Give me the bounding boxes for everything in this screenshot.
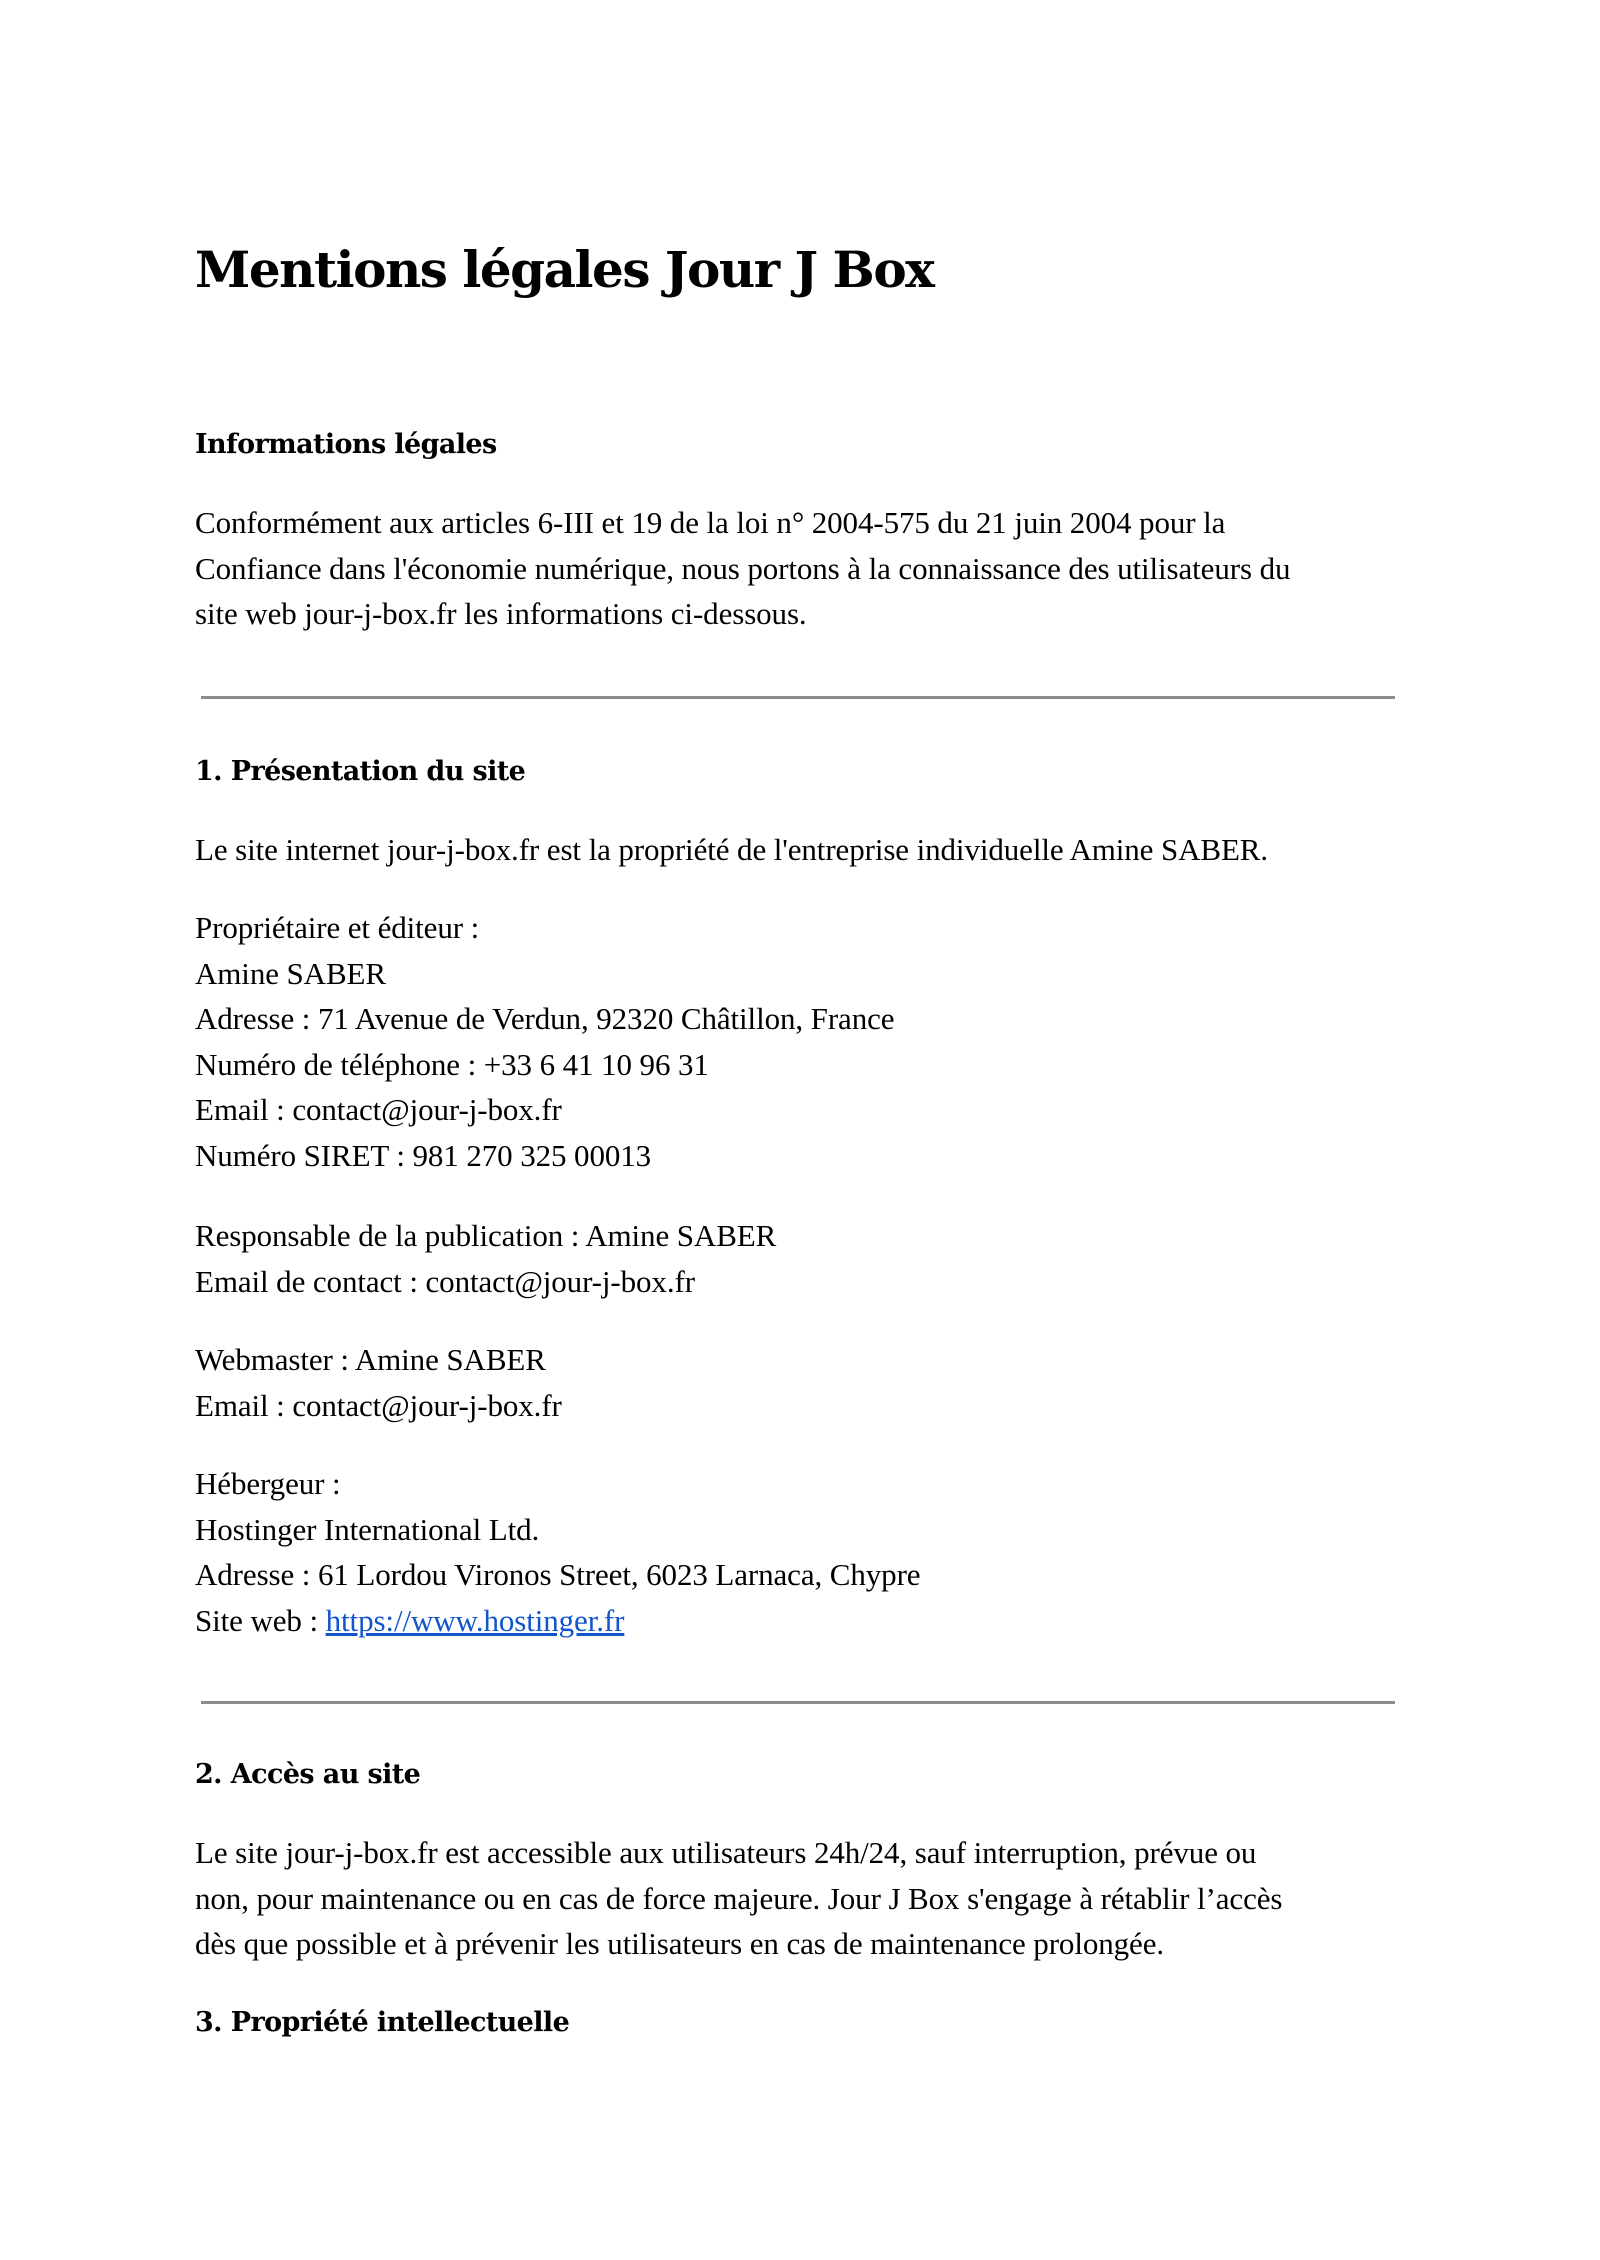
legal-info-paragraph (195, 500, 1290, 637)
publication-block (195, 1213, 776, 1304)
owner-name: Amine SABER (195, 955, 386, 991)
paragraph-line: Confiance dans l'économie numérique, nous portons à la connaissance des utilisateurs du (195, 550, 1291, 586)
paragraph-line: dès que possible et à prévenir les utilisateurs en cas de maintenance prolongée. (195, 1926, 1165, 1961)
owner-label: Propriétaire et éditeur : (195, 910, 480, 945)
section-1-heading: 1. Présentation du site (195, 756, 526, 787)
section-1-intro (195, 827, 1268, 873)
webmaster-email: Email : contact@jour-j-box.fr (195, 1387, 562, 1423)
page-title: Mentions légales Jour J Box (195, 240, 934, 299)
owner-phone: Numéro de téléphone : +33 6 41 10 96 31 (195, 1046, 709, 1082)
host-address: Adresse : 61 Lordou Vironos Street, 6023 Larnaca, Chypre (195, 1557, 921, 1592)
section-2-paragraph (195, 1830, 1282, 1967)
host-website-label: Site web : (195, 1602, 326, 1638)
webmaster-name: Webmaster : Amine SABER (195, 1342, 546, 1377)
publication-email: Email de contact : contact@jour-j-box.fr (195, 1263, 695, 1299)
paragraph-line: Le site jour-j-box.fr est accessible aux utilisateurs 24h/24, sauf interruption, prévue ou (195, 1835, 1257, 1870)
publication-manager: Responsable de la publication : Amine SABER (195, 1218, 777, 1253)
section-divider (201, 696, 1395, 699)
host-name: Hostinger International Ltd. (195, 1511, 540, 1547)
owner-email: Email : contact@jour-j-box.fr (195, 1092, 562, 1127)
host-website-link[interactable]: https://www.hostinger.fr (325, 1602, 625, 1638)
section-3-heading: 3. Propriété intellectuelle (195, 2007, 570, 2038)
owner-block (195, 905, 894, 1178)
paragraph-line: Le site internet jour-j-box.fr est la propriété de l'entreprise individuelle Amine SABER. (195, 832, 1269, 867)
host-label: Hébergeur : (195, 1466, 341, 1501)
webmaster-block (195, 1337, 562, 1428)
owner-siret: Numéro SIRET : 981 270 325 00013 (195, 1137, 652, 1173)
section-divider (201, 1701, 1395, 1704)
paragraph-line: non, pour maintenance ou en cas de force majeure. Jour J Box s'engage à rétablir l’accès (195, 1880, 1283, 1916)
legal-info-heading: Informations légales (195, 429, 497, 460)
paragraph-line: site web jour-j-box.fr les informations ci-dessous. (195, 596, 807, 631)
host-block (195, 1461, 920, 1643)
paragraph-line: Conformément aux articles 6-III et 19 de la loi n° 2004-575 du 21 juin 2004 pour la (195, 505, 1226, 540)
host-website-line (195, 1598, 920, 1644)
owner-address: Adresse : 71 Avenue de Verdun, 92320 Châtillon, France (195, 1001, 895, 1036)
section-2-heading: 2. Accès au site (195, 1759, 421, 1790)
